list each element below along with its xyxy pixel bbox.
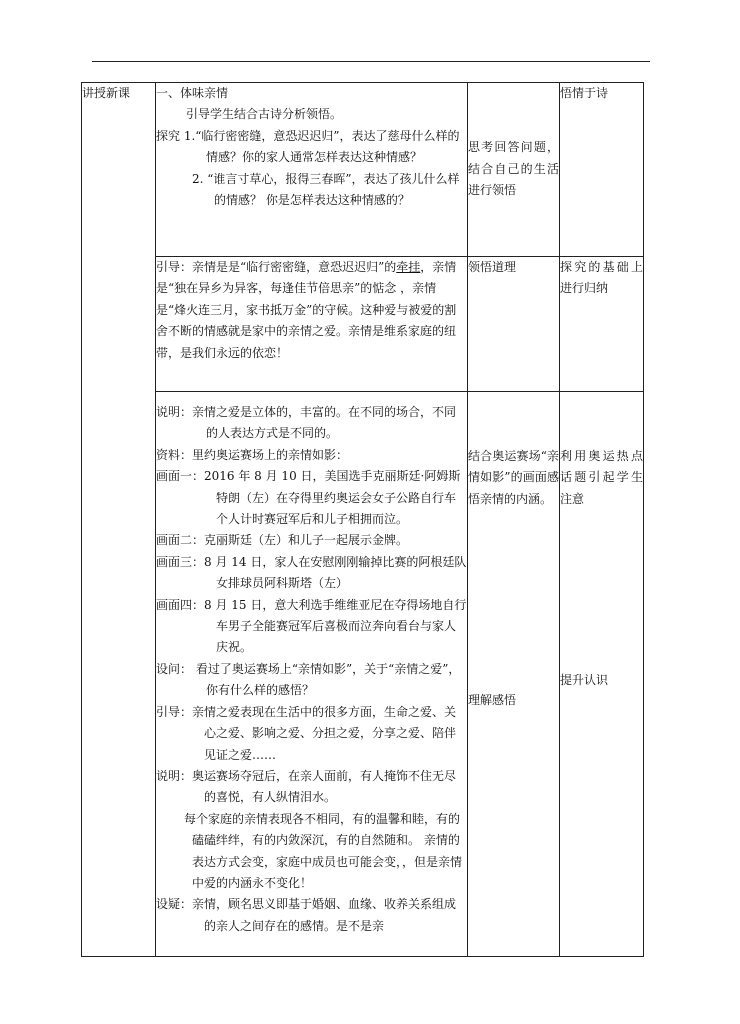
- table-row: [82, 83, 644, 257]
- question-1-prefix: 探究 1.: [156, 128, 196, 143]
- student-activity-a: 结合奥运赛场“亲情如影”的画面感悟亲情的内涵。: [468, 449, 559, 506]
- student-activity-cell: [468, 83, 560, 257]
- scene-3: 画面三：8 月 14 日，家人在安慰刚刚输掉比赛的阿根廷队女排球员阿科斯塔（左）: [156, 554, 467, 591]
- guide-paragraph: [156, 257, 467, 364]
- section-label-cell: [82, 83, 156, 957]
- header-rule: [92, 61, 650, 62]
- question-1-text: “临行密密缝，意恐迟迟归”，表达了慈母什么样的情感？你的家人通常怎样表达这种情感？: [195, 128, 460, 165]
- content-cell: [156, 392, 468, 957]
- section-heading: 一、体味亲情: [156, 86, 229, 100]
- explain-2: 说明：奥运赛场夺冠后，在亲人面前，有人掩饰不住无尽的喜悦，有人纵情泪水。: [156, 768, 457, 805]
- content-cell: [156, 257, 468, 392]
- family-paragraph: 每个家庭的亲情表现各不相同，有的温馨和睦，有的磕磕绊绊，有的内敛深沉，有的自然随和。 亲情的表达方式会变，家庭中成员也可能会变，，但是亲情中爱的内涵永不变化！: [184, 811, 463, 890]
- section-label: 讲授新课: [82, 86, 131, 100]
- question-2: [156, 169, 467, 212]
- design-intent-cell: [560, 83, 644, 257]
- scene-2: 画面二：克丽斯廷（左）和儿子一起展示金牌。: [156, 533, 409, 548]
- table-row: [82, 257, 644, 392]
- question-1: [156, 126, 467, 169]
- table-row: [82, 392, 644, 957]
- question-2-text: “谁言寸草心，报得三春晖”，表达了孩儿什么样的情感？ 你是怎样表达这种情感的？: [207, 171, 460, 208]
- doubt: 设疑：亲情，顾名思义即基于婚姻、血缘、收养关系组成的亲人之间存在的感情。是不是亲: [156, 897, 457, 933]
- student-activity: 领悟道理: [468, 260, 517, 274]
- guide-text-a: 引导：亲情是是“临行密密缝，意恐迟迟归”的: [156, 260, 397, 274]
- intro-text: 引导学生结合古诗分析领悟。: [186, 107, 343, 122]
- guide-text-b: ，亲情是“独在异乡为异客，每逢佳节倍思亲”的惦念 ，亲情是“烽火连三月，家书抵万金”的守候。这种爱与被爱的割舍不断的情感就是家中的亲情之爱。亲情是维系家庭的纽带，是我们永远的依恋！: [156, 260, 457, 360]
- lesson-plan-table: [81, 82, 644, 957]
- design-intent-b: 提升认识: [560, 673, 609, 688]
- material: 资料：里约奥运赛场上的亲情如影：: [156, 447, 349, 462]
- guide-text-underlined: 牵挂: [396, 260, 421, 274]
- question-2-prefix: 2.: [192, 171, 204, 186]
- design-intent: 悟情于诗: [560, 86, 609, 100]
- guide: 引导：亲情之爱表现在生活中的很多方面，生命之爱、关心之爱、影响之爱、分担之爱，分享之爱、陪伴见证之爱……: [156, 704, 457, 762]
- student-activity: 思考回答问题，结合自己的生活进行领悟: [468, 140, 559, 198]
- student-activity-cell: [468, 257, 560, 392]
- design-intent-a: 利用奥运热点话题引起学生注意: [560, 449, 643, 506]
- content-cell: [156, 83, 468, 257]
- design-intent-cell: [560, 392, 644, 957]
- explain-1: 说明：亲情之爱是立体的，丰富的。在不同的场合，不同的人表达方式是不同的。: [156, 405, 457, 441]
- student-activity-cell: [468, 392, 560, 957]
- student-activity-b: 理解感悟: [468, 693, 517, 708]
- question: 设问： 看过了奥运赛场上“亲情如影”，关于“亲情之爱”，你有什么样的感悟？: [156, 661, 461, 698]
- scene-4: 画面四：8 月 15 日，意大利选手维维亚尼在夺得场地自行车男子全能赛冠军后喜极而泣奔向看台与家人庆祝。: [156, 597, 467, 655]
- scene-1: 画面一：2016 年 8 月 10 日，美国选手克丽斯廷·阿姆斯特朗（左）在夺得里约奥运会女子公路自行车个人计时赛冠军后和儿子相拥而泣。: [156, 469, 461, 527]
- design-intent: 探究的基础上进行归纳: [560, 260, 643, 296]
- design-intent-cell: [560, 257, 644, 392]
